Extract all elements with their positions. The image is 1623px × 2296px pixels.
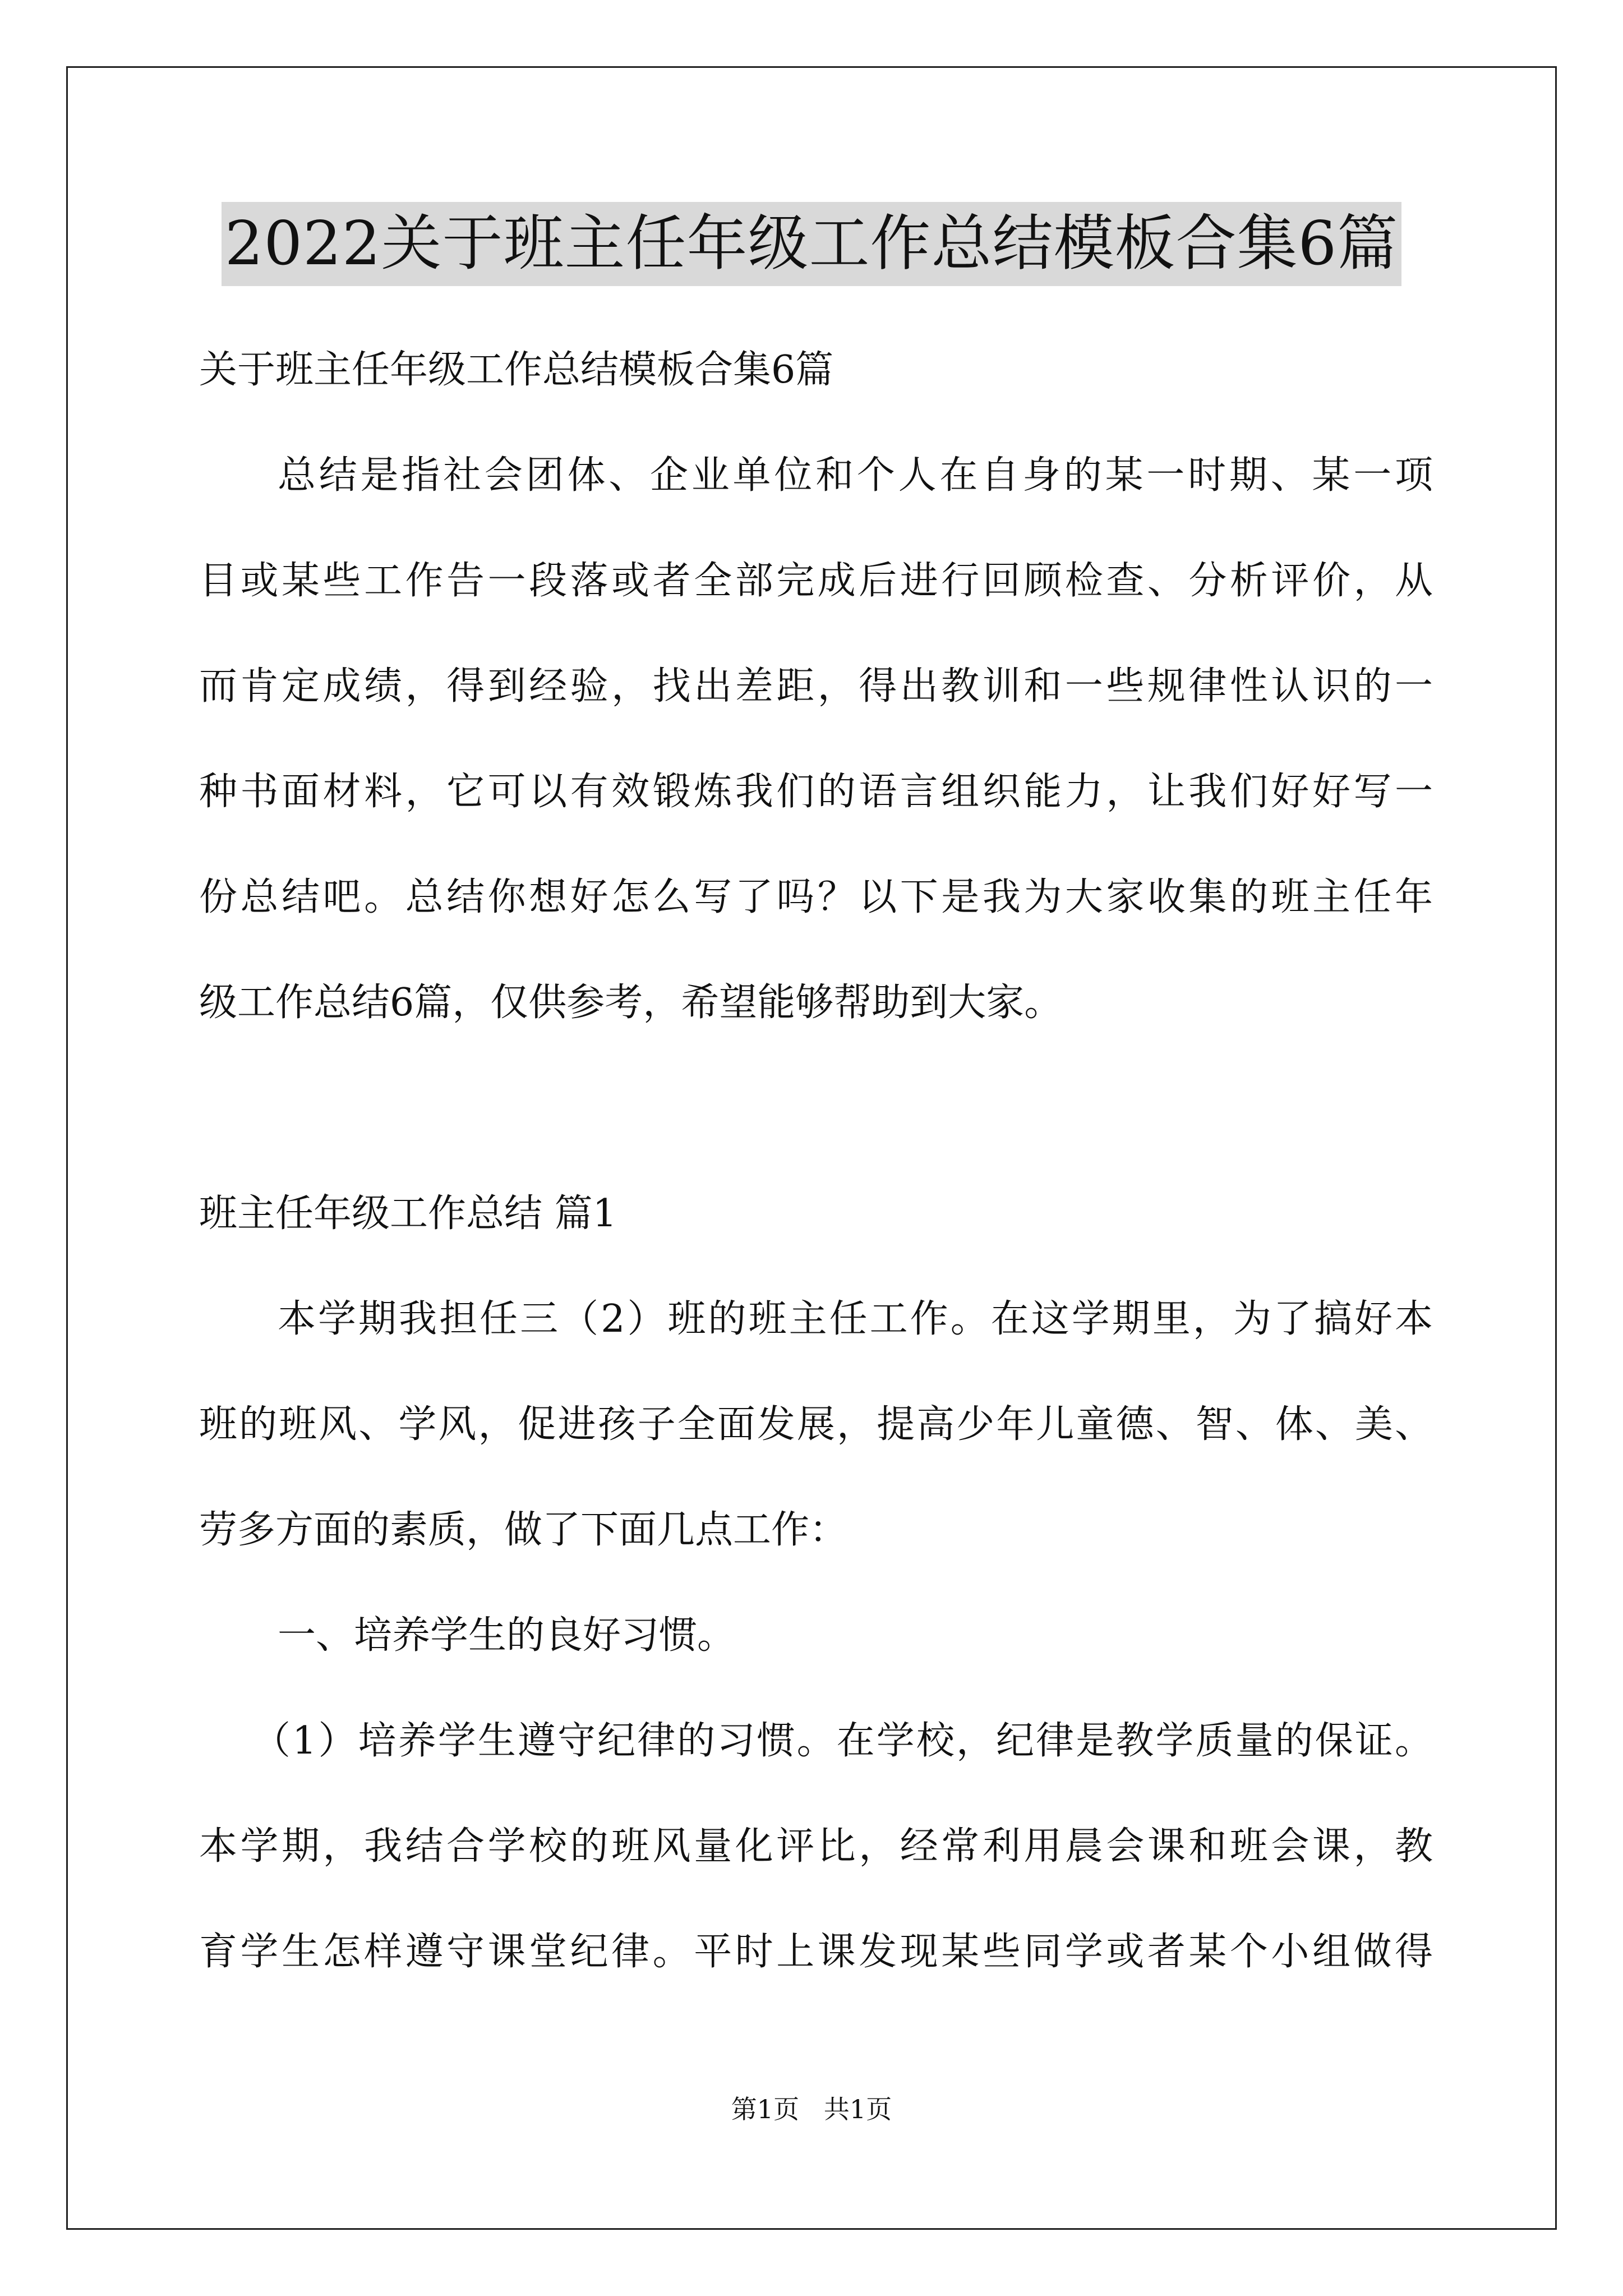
blank-line — [199, 1056, 1433, 1161]
intro-line: 目或某些工作告一段落或者全部完成后进行回顾检查、分析评价，从 — [199, 559, 1433, 603]
section-heading: 班主任年级工作总结 篇1 — [199, 1191, 617, 1236]
intro-line: 级工作总结6篇，仅供参考，希望能够帮助到大家。 — [199, 981, 1063, 1025]
page-footer: 第1页 共1页 — [731, 2094, 892, 2124]
intro-line: 份总结吧。总结你想好怎么写了吗？以下是我为大家收集的班主任年 — [199, 875, 1433, 919]
intro-line: 总结是指社会团体、企业单位和个人在自身的某一时期、某一项 — [278, 453, 1433, 498]
paragraph-line: 本学期我担任三（2）班的班主任工作。在这学期里，为了搞好本 — [278, 1297, 1433, 1341]
intro-line: 而肯定成绩，得到经验，找出差距，得出教训和一些规律性认识的一 — [199, 664, 1433, 708]
paragraph-line: 育学生怎样遵守课堂纪律。平时上课发现某些同学或者某个小组做得 — [199, 1930, 1433, 1974]
document-body — [199, 318, 1433, 2005]
intro-line: 种书面材料，它可以有效锻炼我们的语言组织能力，让我们好好写一 — [199, 770, 1433, 814]
point-heading: 一、培养学生的良好习惯。 — [278, 1613, 736, 1658]
paragraph-line: （1）培养学生遵守纪律的习惯。在学校，纪律是教学质量的保证。 — [252, 1719, 1433, 1763]
document-title: 2022关于班主任年级工作总结模板合集6篇 — [222, 202, 1402, 286]
document-subtitle: 关于班主任年级工作总结模板合集6篇 — [199, 348, 834, 392]
paragraph-line: 本学期，我结合学校的班风量化评比，经常利用晨会课和班会课，教 — [199, 1824, 1433, 1869]
title-wrap — [0, 202, 1623, 286]
paragraph-line: 班的班风、学风，促进孩子全面发展，提高少年儿童德、智、体、美、 — [199, 1402, 1433, 1447]
paragraph-line: 劳多方面的素质，做了下面几点工作： — [199, 1508, 848, 1552]
